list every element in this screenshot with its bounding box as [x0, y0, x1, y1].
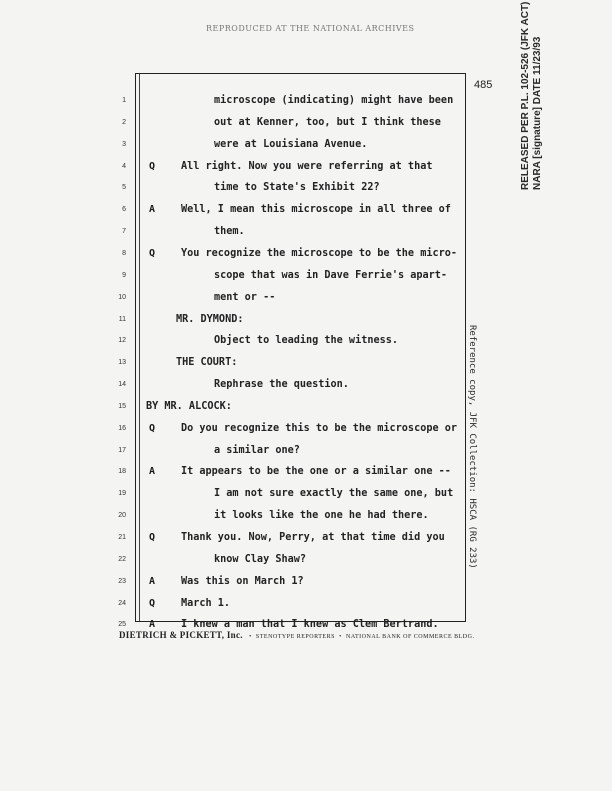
- footer-reporters: STENOTYPE REPORTERS: [255, 634, 335, 640]
- speaker-marker: Q: [149, 597, 156, 609]
- transcript-line: know Clay Shaw?: [214, 553, 307, 565]
- line-number: 14: [118, 381, 126, 389]
- line-number: 8: [122, 249, 126, 257]
- speaker-marker: A: [149, 575, 156, 587]
- margin-rule: [139, 74, 140, 621]
- line-number: 16: [118, 424, 126, 432]
- transcript-line: Thank you. Now, Perry, at that time did you: [181, 532, 445, 543]
- speaker-marker: A: [149, 204, 156, 216]
- transcript-line: Do you recognize this to be the microscope or: [181, 422, 458, 434]
- speaker-marker: Q: [149, 422, 156, 434]
- line-number: 5: [122, 184, 126, 192]
- transcript-line: MR. DYMOND:: [176, 313, 244, 325]
- reporter-footer: DIETRICH & PICKETT, Inc. • STENOTYPE REPORTERS • NATIONAL BANK OF COMMERCE BLDG.: [119, 630, 475, 640]
- speaker-marker: Q: [149, 247, 156, 259]
- transcript-line: Object to leading the witness.: [214, 335, 399, 347]
- line-number: 12: [118, 337, 126, 345]
- line-number: 20: [118, 512, 126, 520]
- line-number: 17: [118, 446, 126, 454]
- footer-building: NATIONAL BANK OF COMMERCE BLDG.: [346, 634, 475, 640]
- transcript-line: were at Louisiana Avenue.: [214, 138, 368, 150]
- transcript-line: them.: [214, 226, 245, 238]
- transcript-line: I knew a man that I knew as Clem Bertrand.: [181, 619, 439, 631]
- speaker-marker: Q: [149, 160, 156, 172]
- transcript-line: You recognize the microscope to be the micro-: [181, 247, 458, 259]
- release-stamp: [520, 2, 544, 190]
- transcript-line: scope that was in Dave Ferrie's apart-: [214, 269, 448, 281]
- transcript-line: March 1.: [181, 597, 231, 609]
- transcript-line: I am not sure exactly the same one, but: [214, 488, 454, 500]
- transcript-line: it looks like the one he had there.: [214, 510, 429, 522]
- line-number: 9: [122, 271, 126, 279]
- line-number: 15: [118, 402, 126, 410]
- transcript-line: microscope (indicating) might have been: [214, 95, 454, 106]
- transcript-line: All right. Now you were referring at that: [181, 160, 433, 172]
- speaker-marker: A: [149, 466, 156, 478]
- archives-header-stamp: REPRODUCED AT THE NATIONAL ARCHIVES: [206, 24, 415, 33]
- transcript-line: ment or --: [214, 291, 276, 303]
- transcript-line: Rephrase the question.: [214, 379, 349, 391]
- line-number: 23: [118, 577, 126, 585]
- speaker-marker: A: [149, 619, 156, 631]
- page-number: 485: [474, 79, 493, 91]
- line-number: 7: [122, 228, 126, 236]
- line-number: 25: [118, 621, 126, 629]
- release-stamp-line1: RELEASED PER P.L. 102-526 (JFK ACT): [520, 1, 531, 190]
- line-number: 18: [118, 468, 126, 476]
- line-number: 24: [118, 599, 126, 607]
- line-number: 10: [118, 293, 126, 301]
- transcript-line: Was this on March 1?: [181, 575, 304, 587]
- line-number: 21: [118, 534, 126, 541]
- line-number: 2: [122, 118, 126, 126]
- transcript-line: Well, I mean this microscope in all three of: [181, 204, 451, 216]
- transcript-line: a similar one?: [214, 444, 300, 456]
- transcript-line: out at Kenner, too, but I think these: [214, 116, 441, 128]
- reference-copy-stamp: Reference copy, JFK Collection: HSCA (RG 233): [467, 325, 477, 569]
- transcript-line: It appears to be the one or a similar one --: [181, 466, 451, 478]
- line-number: 13: [118, 359, 126, 367]
- line-number: 4: [122, 162, 126, 170]
- line-number: 19: [118, 490, 126, 498]
- line-number: 6: [122, 206, 126, 214]
- release-stamp-line2: NARA [signature] DATE 11/23/93: [532, 36, 543, 190]
- line-number: 11: [118, 315, 126, 323]
- speaker-marker: Q: [149, 532, 156, 543]
- transcript-line: BY MR. ALCOCK:: [146, 400, 232, 412]
- transcript-line: time to State's Exhibit 22?: [214, 182, 380, 194]
- footer-firm: DIETRICH & PICKETT, Inc.: [119, 630, 243, 640]
- transcript-line: THE COURT:: [176, 357, 238, 369]
- line-number: 22: [118, 555, 126, 563]
- line-number: 3: [122, 140, 126, 148]
- line-number: 1: [122, 97, 126, 104]
